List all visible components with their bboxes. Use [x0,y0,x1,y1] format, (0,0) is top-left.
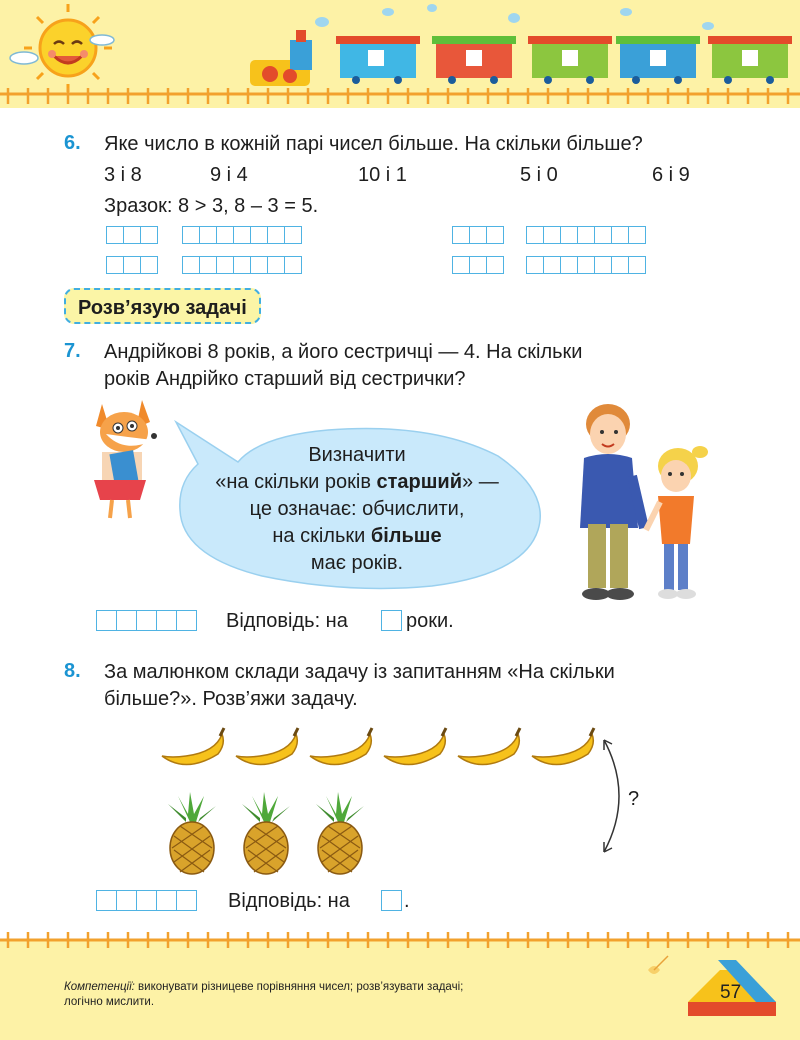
sun-icon [24,4,112,92]
task-6-number: 6. [64,132,81,154]
section-title: Розв’язую задачі [64,288,261,324]
question-mark-label: ? [628,788,640,810]
banana-icon [458,728,520,765]
task-8-answer-label: Відповідь: на [228,890,350,912]
children-illustration-icon [566,398,716,610]
bubble-line-3: це означає: обчислити, [249,498,465,520]
task-6-example: Зразок: 8 > 3, 8 – 3 = 5. [104,195,319,217]
pair-5: 6 і 9 [652,164,690,186]
banana-icon [310,728,372,765]
bubble-line-1: Визначити [308,444,406,466]
answer-cells[interactable] [182,256,302,274]
pineapple-icon [168,792,216,874]
task-7-line-1: Андрійкові 8 років, а його сестричці — 4. На скільки [104,341,583,363]
train-icon [250,30,792,86]
task-7-answer-unit: роки. [406,610,454,632]
bubble-line-5: має років. [310,552,404,574]
page-corner-decoration-icon [628,950,788,1022]
pineapples-row [156,792,386,876]
task-8-answer-end: . [404,890,410,912]
pair-4: 5 і 0 [520,164,558,186]
bubble-text [172,442,542,577]
banana-icon [162,728,224,765]
number-pairs [104,162,744,188]
answer-cells[interactable] [106,226,158,244]
pair-2: 9 і 4 [210,164,248,186]
competence-label: Компетенції: [64,981,135,993]
pair-3: 10 і 1 [358,164,407,186]
task-6-question: Яке число в кожній парі чисел більше. На скільки більше? [104,133,643,155]
task-8-number: 8. [64,660,81,682]
task-7-answer-label: Відповідь: на [226,610,348,632]
answer-cells[interactable] [526,256,646,274]
task-8-line-2: більше?». Розв’яжи задачу. [104,688,358,710]
answer-cells[interactable] [106,256,158,274]
competence-note: Компетенції: виконувати різницеве порівняння чисел; розв’язувати задачі; логічно мислити. [64,981,464,1008]
answer-cells[interactable] [526,226,646,244]
answer-input-box[interactable] [381,610,402,631]
task-7-line-2: років Андрійко старший від сестрички? [104,368,466,390]
banana-icon [384,728,446,765]
task-8-line-1: За малюнком склади задачу із запитанням «На скільки [104,661,615,683]
answer-input-box[interactable] [381,890,402,911]
answer-cells[interactable] [182,226,302,244]
bananas-row [156,716,606,778]
girl-icon [646,446,708,599]
bubble-line-2: «на скільки років старший» — [215,471,499,493]
pair-1: 3 і 8 [104,164,142,186]
pineapple-icon [316,792,364,874]
page-number: 57 [720,982,742,1003]
cloud-icon [315,4,714,30]
boy-icon [580,404,644,600]
header-illustration [0,0,800,112]
banana-icon [532,728,594,765]
footer-fence-icon [0,926,800,952]
answer-cells[interactable] [452,226,504,244]
bubble-line-4: на скільки більше [272,525,442,547]
answer-cells[interactable] [96,890,197,911]
task-7-number: 7. [64,340,81,362]
answer-cells[interactable] [452,256,504,274]
competence-line-2: логічно мислити. [64,996,155,1008]
banana-icon [236,728,298,765]
answer-cells[interactable] [96,610,197,631]
pineapple-icon [242,792,290,874]
